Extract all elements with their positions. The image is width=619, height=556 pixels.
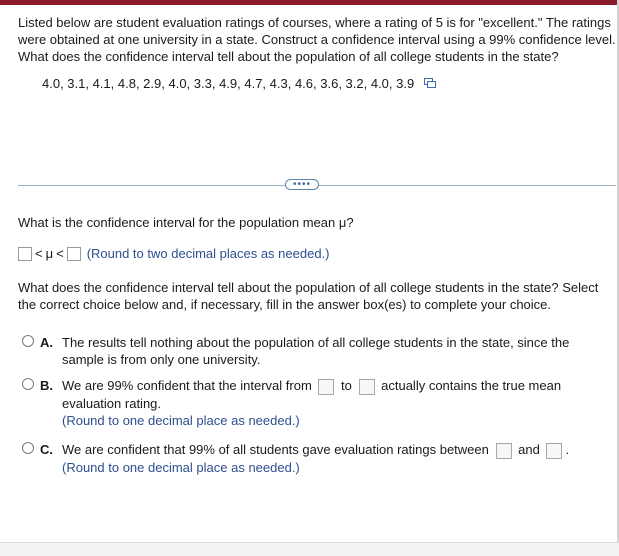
interval-answer-row — [18, 245, 330, 262]
choice-a-letter: A. — [40, 335, 53, 350]
radio-b[interactable] — [22, 378, 34, 390]
choice-a[interactable] — [22, 334, 602, 370]
part2-question: What does the confidence interval tell about the population of all college students in the state? Select the correct choice below and, if necessary, fill in the answer box(es) to complete your choice. — [18, 280, 599, 312]
choice-c-hint: (Round to one decimal place as needed.) — [62, 459, 300, 475]
choice-c-input-lower[interactable] — [496, 443, 512, 459]
round-hint: (Round to two decimal places as needed.) — [86, 246, 330, 261]
choice-b-letter: B. — [40, 378, 53, 393]
choice-b-input-lower[interactable] — [318, 379, 334, 395]
choice-b-post: actually contains the true mean — [381, 378, 562, 393]
expand-more-button[interactable]: •••• — [285, 179, 319, 190]
choice-c-text — [62, 441, 569, 476]
upper-bound-input[interactable] — [67, 247, 81, 261]
radio-c[interactable] — [22, 442, 34, 454]
data-values-text: 4.0, 3.1, 4.1, 4.8, 2.9, 4.0, 3.3, 4.9, 4.7, 4.3, 4.6, 3.6, 3.2, 4.0, 3.9 — [42, 76, 415, 91]
top-accent-bar — [0, 0, 619, 5]
choice-c-input-upper[interactable] — [546, 443, 562, 459]
choice-c-post: . — [565, 442, 570, 457]
bottom-band — [0, 542, 619, 556]
lower-bound-input[interactable] — [18, 247, 32, 261]
choice-c-letter: C. — [40, 442, 53, 457]
choice-b-mid: to — [341, 378, 352, 393]
choice-b-input-upper[interactable] — [359, 379, 375, 395]
choice-a-line2: sample is from only one university. — [62, 352, 261, 367]
part1-question: What is the confidence interval for the population mean μ? — [18, 215, 354, 230]
choice-a-text — [62, 334, 569, 368]
choice-b-line2: evaluation rating. — [62, 395, 162, 411]
choice-b-line1 — [62, 377, 561, 395]
copy-data-icon[interactable] — [424, 76, 436, 93]
question-text: Listed below are student evaluation ratings of courses, where a rating of 5 is for "excellent." The ratings were obtained at one university in a state. Construct a confidence interval using a 99% confidence level. What does the confidence interval tell about the population of all college students in the state? — [18, 15, 616, 64]
radio-a[interactable] — [22, 335, 34, 347]
less-than-symbol: < — [56, 246, 64, 261]
data-values — [42, 75, 436, 93]
mu-symbol: μ — [45, 246, 54, 261]
choice-c-line1 — [62, 441, 569, 459]
choice-c-pre: We are confident that 99% of all students gave evaluation ratings between — [62, 442, 489, 457]
choice-c[interactable] — [22, 441, 602, 477]
choice-b-hint: (Round to one decimal place as needed.) — [62, 412, 300, 428]
less-than-symbol: < — [35, 246, 43, 261]
choice-b[interactable] — [22, 377, 602, 429]
choice-c-mid: and — [518, 442, 540, 457]
choice-b-text — [62, 377, 561, 429]
choice-a-line1: The results tell nothing about the population of all college students in the state, since the — [62, 335, 570, 350]
choice-b-pre: We are 99% confident that the interval from — [62, 378, 312, 393]
